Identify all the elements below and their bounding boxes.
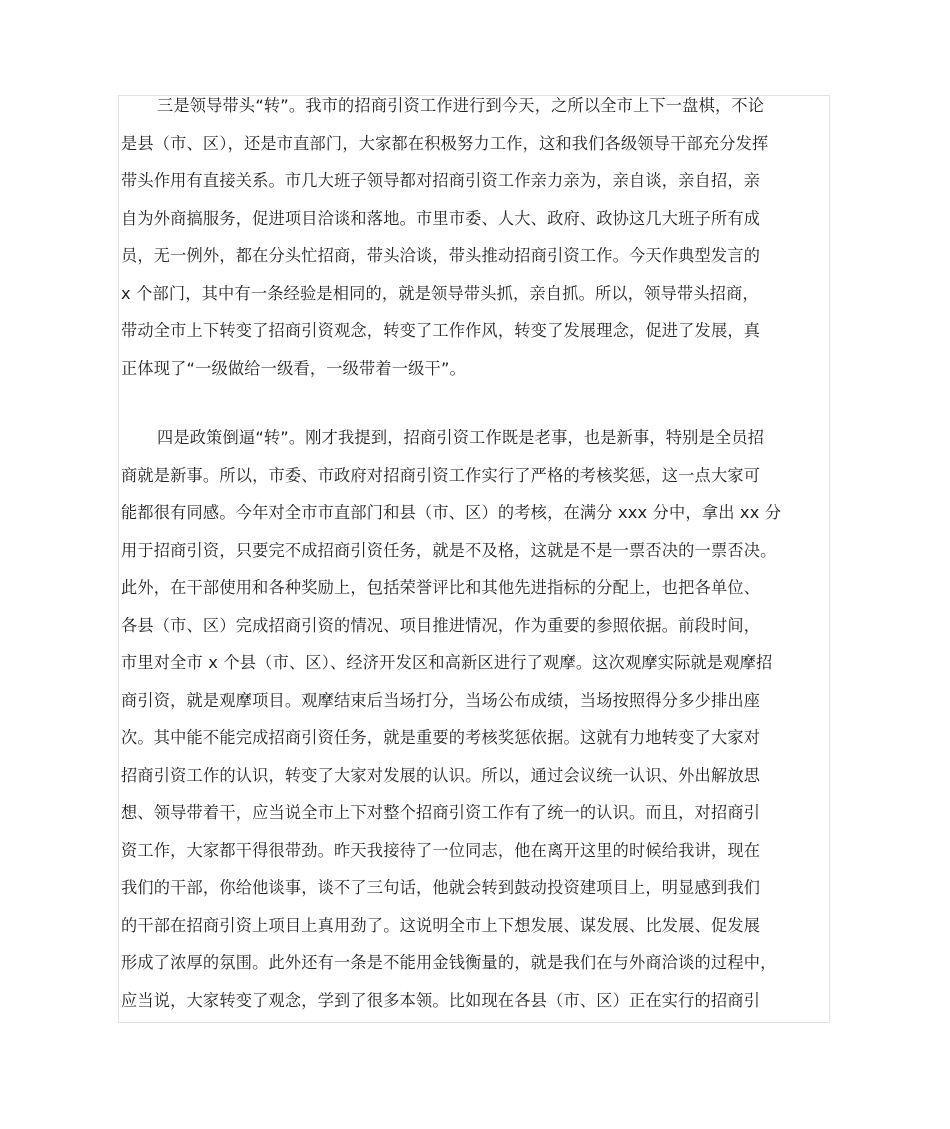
text-line: 是县（市、区），还是市直部门，大家都在积极努力工作，这和我们各级领导干部充分发挥 (121, 133, 769, 153)
text-line: 我们的干部，你给他谈事，谈不了三句话，他就会转到鼓动投资建项目上，明显感到我们 (121, 878, 761, 897)
text-line: 各县（市、区）完成招商引资的情况、项目推进情况，作为重要的参照依据。前段时间， (121, 615, 761, 635)
text-line: 商就是新事。所以，市委、市政府对招商引资工作实行了严格的考核奖惩，这一点大家可 (121, 465, 761, 485)
text-line: 三是领导带头“转”。我市的招商引资工作进行到今天，之所以全市上下一盘棋，不论 (157, 96, 765, 115)
text-line: 想、领导带着干，应当说全市上下对整个招商引资工作有了统一的认识。而且，对招商引 (121, 803, 761, 822)
text-line: 四是政策倒逼“转”。刚才我提到，招商引资工作既是老事，也是新事，特别是全员招 (157, 428, 765, 447)
text-line: 正体现了“一级做给一级看，一级带着一级干”。 (121, 358, 466, 378)
text-line: 带动全市上下转变了招商引资观念，转变了工作作风，转变了发展理念，促进了发展，真 (121, 321, 761, 340)
text-line: 的干部在招商引资上项目上真用劲了。这说明全市上下想发展、谋发展、比发展、促发展 (121, 915, 761, 935)
text-line: 员，无一例外，都在分头忙招商，带头洽谈，带头推动招商引资工作。今天作典型发言的 (121, 246, 761, 265)
text-line: 次。其中能不能完成招商引资任务，就是重要的考核奖惩依据。这就有力地转变了大家对 (121, 728, 761, 747)
text-line: 自为外商搞服务，促进项目洽谈和落地。市里市委、人大、政府、政协这几大班子所有成 (121, 208, 761, 228)
text-line: 应当说，大家转变了观念，学到了很多本领。比如现在各县（市、区）正在实行的招商引 (121, 990, 761, 1010)
text-line: 能都很有同感。今年对全市市直部门和县（市、区）的考核，在满分 xxx 分中，拿出 xx 分 (121, 503, 782, 522)
text-line: x 个部门，其中有一条经验是相同的，就是领导带头抓，亲自抓。所以，领导带头招商， (121, 283, 759, 303)
text-line: 招商引资工作的认识，转变了大家对发展的认识。所以，通过会议统一认识、外出解放思 (121, 765, 761, 785)
text-line: 市里对全市 x 个县（市、区）、经济开发区和高新区进行了观摩。这次观摩实际就是观摩招 (121, 653, 773, 672)
text-line: 用于招商引资，只要完不成招商引资任务，就是不及格，这就是不是一票否决的一票否决。 (121, 540, 777, 560)
text-line: 形成了浓厚的氛围。此外还有一条是不能用金钱衡量的，就是我们在与外商洽谈的过程中， (121, 953, 777, 972)
text-line: 此外，在干部使用和各种奖励上，包括荣誉评比和其他先进指标的分配上，也把各单位、 (121, 578, 761, 597)
paragraph-leadership (121, 87, 831, 387)
text-line: 资工作，大家都干得很带劲。昨天我接待了一位同志，他在离开这里的时候给我讲，现在 (121, 840, 761, 860)
text-line: 带头作用有直接关系。市几大班子领导都对招商引资工作亲力亲为，亲自谈，亲自招，亲 (121, 171, 761, 190)
text-line: 商引资，就是观摩项目。观摩结束后当场打分，当场公布成绩，当场按照得分多少排出座 (121, 690, 761, 710)
paragraph-policy (121, 419, 831, 1019)
